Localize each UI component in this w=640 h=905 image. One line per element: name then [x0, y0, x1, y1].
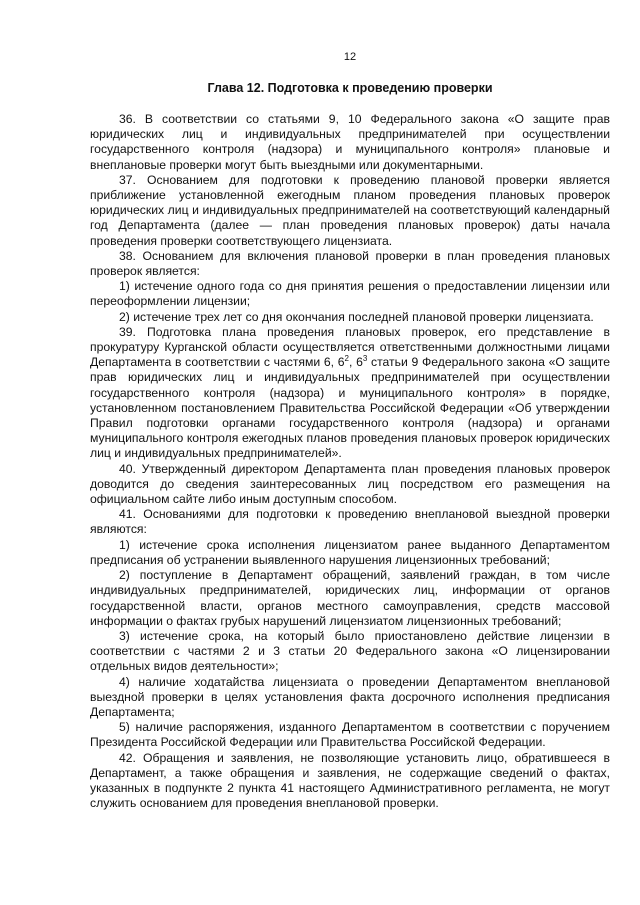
paragraph-38: 38. Основанием для включения плановой проверки в план проведения плановых проверок является:	[90, 248, 610, 279]
paragraph-41-item-1: 1) истечение срока исполнения лицензиатом ранее выданного Департаментом предписания об устранении выявленного нарушения лицензионных требований;	[90, 537, 610, 567]
paragraph-39-part-2: , 6	[349, 355, 363, 370]
superscript-2: 2	[344, 354, 349, 364]
paragraph-42: 42. Обращения и заявления, не позволяющие установить лицо, обратившееся в Департамент, а также обращения и заявления, не содержащие сведений о фактах, указанных в подпункте 2 пункта 41 настоящего Административного регламента, не могут служить основанием для проведения внеплановой проверки.	[90, 750, 610, 811]
paragraph-41-item-2: 2) поступление в Департамент обращений, заявлений граждан, в том числе индивидуальных предпринимателей, юридических лиц, информации от органов государственной власти, органов местного самоуправления, средств массовой информации о фактах грубых нарушений лицензиатом лицензионных требований;	[90, 568, 610, 628]
paragraph-39-part-3: статьи 9 Федерального закона «О защите прав юридических лиц и индивидуальных предпринимателей при осуществлении государственного контроля (надзора) и муниципального контроля» в порядке, установленном постановлением Правительства Российской Федерации «Об утверждении Правил подготовки органами государственного контроля (надзора) и органами муниципального контроля ежегодных планов проведения плановых проверок юридических лиц и индивидуальных предпринимателей».	[90, 355, 610, 461]
paragraph-36: 36. В соответствии со статьями 9, 10 Федерального закона «О защите прав юридических лиц и индивидуальных предпринимателей при осуществлении государственного контроля (надзора) и муниципального контроля» плановые и внеплановые проверки могут быть выездными или документарными.	[90, 112, 610, 172]
paragraph-40: 40. Утвержденный директором Департамента план проведения плановых проверок доводится до сведения заинтересованных лиц посредством его размещения на официальном сайте либо иным доступным способом.	[90, 461, 610, 507]
paragraph-41-item-3: 3) истечение срока, на который было приостановлено действие лицензии в соответствии с частями 2 и 3 статьи 20 Федерального закона «О лицензировании отдельных видов деятельности»;	[90, 628, 610, 674]
paragraph-38-item-2: 2) истечение трех лет со дня окончания последней плановой проверки лицензиата.	[119, 309, 594, 324]
paragraph-37: 37. Основанием для подготовки к проведению плановой проверки является приближение установленной ежегодным планом проведения плановых проверок юридических лиц и индивидуальных предпринимателей на соответствующий календарный год Департамента (далее — план проведения плановых проверок) даты начала проведения проверки соответствующего лицензиата.	[90, 172, 610, 248]
superscript-3: 3	[362, 354, 368, 364]
document-body	[90, 112, 610, 811]
paragraph-41-item-5: 5) наличие распоряжения, изданного Департаментом в соответствии с поручением Президента Российской Федерации или Правительства Российской Федерации.	[90, 720, 610, 750]
paragraph-41-item-4: 4) наличие ходатайства лицензиата о проведении Департаментом внеплановой выездной проверки в целях установления факта досрочного исполнения предписания Департамента;	[90, 674, 610, 719]
paragraph-39-part-1: 39. Подготовка плана проведения плановых проверок, его представление в прокуратуру Курганской области осуществляется ответственными должностными лицами Департамента в соответствии с частями 6, 6	[90, 324, 610, 370]
paragraph-38-item-1: 1) истечение одного года со дня принятия решения о предоставлении лицензии или переоформлении лицензии;	[90, 279, 610, 309]
page-number: 12	[343, 51, 357, 63]
paragraph-41: 41. Основаниями для подготовки к проведению внеплановой выездной проверки являются:	[90, 507, 610, 537]
chapter-title: Глава 12. Подготовка к проведению проверки	[207, 81, 493, 95]
paragraph-39	[90, 325, 610, 462]
